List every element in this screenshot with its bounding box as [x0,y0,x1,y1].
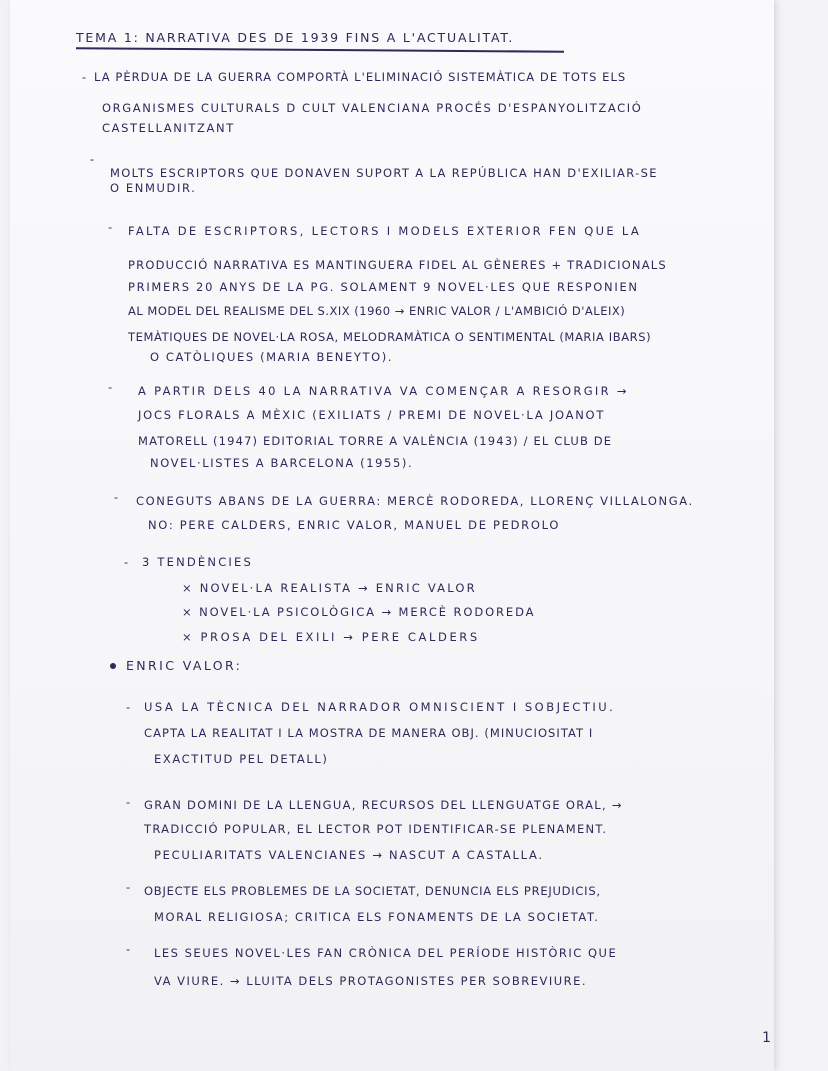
note-line: O ENMUDIR. [110,181,197,195]
note-line: GRAN DOMINI DE LA LLENGUA, RECURSOS DEL LLENGUATGE ORAL, → [144,798,623,812]
section-heading: ENRIC VALOR: [126,658,243,673]
note-line: 3 TENDÈNCIES [142,555,253,569]
note-line: PRODUCCIÓ NARRATIVA ES MANTINGUERA FIDEL AL GÈNERES + TRADICIONALS [128,258,667,272]
bullet-dash: - [108,220,114,234]
bullet-dash: - [126,700,132,714]
note-line: NO: PERE CALDERS, ENRIC VALOR, MANUEL DE PEDROLO [148,518,561,532]
note-line: NOVEL·LISTES A BARCELONA (1955). [150,456,414,470]
note-line: TEMÀTIQUES DE NOVEL·LA ROSA, MELODRAMÀTICA O SENTIMENTAL (MARIA IBARS) [128,330,652,344]
note-line: VA VIURE. → LLUITA DELS PROTAGONISTES PER SOBREVIURE. [154,974,588,988]
note-line: PECULIARITATS VALENCIANES → NASCUT A CASTALLA. [154,848,544,862]
page-title: TEMA 1: NARRATIVA DES DE 1939 FINS A L'ACTUALITAT. [76,30,515,45]
bullet-dash: - [90,152,96,166]
bullet-dash: - [108,380,114,394]
note-line: OBJECTE ELS PROBLEMES DE LA SOCIETAT, DENUNCIA ELS PREJUDICIS, [144,884,601,898]
note-line: O CATÒLIQUES (MARIA BENEYTO). [150,350,394,364]
note-line: MOLTS ESCRIPTORS QUE DONAVEN SUPORT A LA REPÚBLICA HAN D'EXILIAR-SE [110,166,658,180]
page-number: 1 [762,1030,771,1046]
bullet-dash: - [124,555,130,569]
notebook-page [10,0,774,1071]
note-line: JOCS FLORALS A MÈXIC (EXILIATS / PREMI DE NOVEL·LA JOANOT [138,408,606,422]
bullet-dash: - [126,942,132,956]
note-line: LES SEUES NOVEL·LES FAN CRÒNICA DEL PERÍODE HISTÒRIC QUE [154,946,618,960]
note-line: MATORELL (1947) EDITORIAL TORRE A VALÈNCIA (1943) / EL CLUB DE [138,434,613,448]
bullet-dash: - [126,795,132,809]
title-underline [76,47,564,52]
note-line: AL MODEL DEL REALISME DEL S.XIX (1960 → ENRIC VALOR / L'AMBICIÓ D'ALEIX) [128,304,626,318]
note-line: EXACTITUD PEL DETALL) [154,752,329,766]
note-line: CASTELLANITZANT [102,121,235,135]
note-line: MORAL RELIGIOSA; CRITICA ELS FONAMENTS DE LA SOCIETAT. [154,910,600,924]
note-line: LA PÈRDUA DE LA GUERRA COMPORTÀ L'ELIMINACIÓ SISTEMÀTICA DE TOTS ELS [94,70,627,84]
tendency-item: × NOVEL·LA REALISTA → ENRIC VALOR [182,581,477,595]
note-line: CAPTA LA REALITAT I LA MOSTRA DE MANERA OBJ. (MINUCIOSITAT I [144,726,594,740]
tendency-item: × NOVEL·LA PSICOLÒGICA → MERCÈ RODOREDA [182,605,536,619]
note-line: TRADICCIÓ POPULAR, EL LECTOR POT IDENTIFICAR-SE PLENAMENT. [144,822,608,836]
note-line: USA LA TÈCNICA DEL NARRADOR OMNISCIENT I SOBJECTIU. [144,700,616,714]
bullet-dot [110,663,116,669]
tendency-item: × PROSA DEL EXILI → PERE CALDERS [182,630,480,644]
note-line: A PARTIR DELS 40 LA NARRATIVA VA COMENÇAR A RESORGIR → [138,384,629,398]
note-line: CONEGUTS ABANS DE LA GUERRA: MERCÈ RODOREDA, LLORENÇ VILLALONGA. [136,494,694,508]
bullet-dash: - [126,880,132,894]
bullet-dash: - [114,490,120,504]
note-line: PRIMERS 20 ANYS DE LA PG. SOLAMENT 9 NOVEL·LES QUE RESPONIEN [128,280,639,294]
note-line: FALTA DE ESCRIPTORS, LECTORS I MODELS EXTERIOR FEN QUE LA [128,224,641,238]
note-line: ORGANISMES CULTURALS D CULT VALENCIANA PROCÉS D'ESPANYOLITZACIÓ [102,101,643,115]
bullet-dash: - [82,70,88,84]
